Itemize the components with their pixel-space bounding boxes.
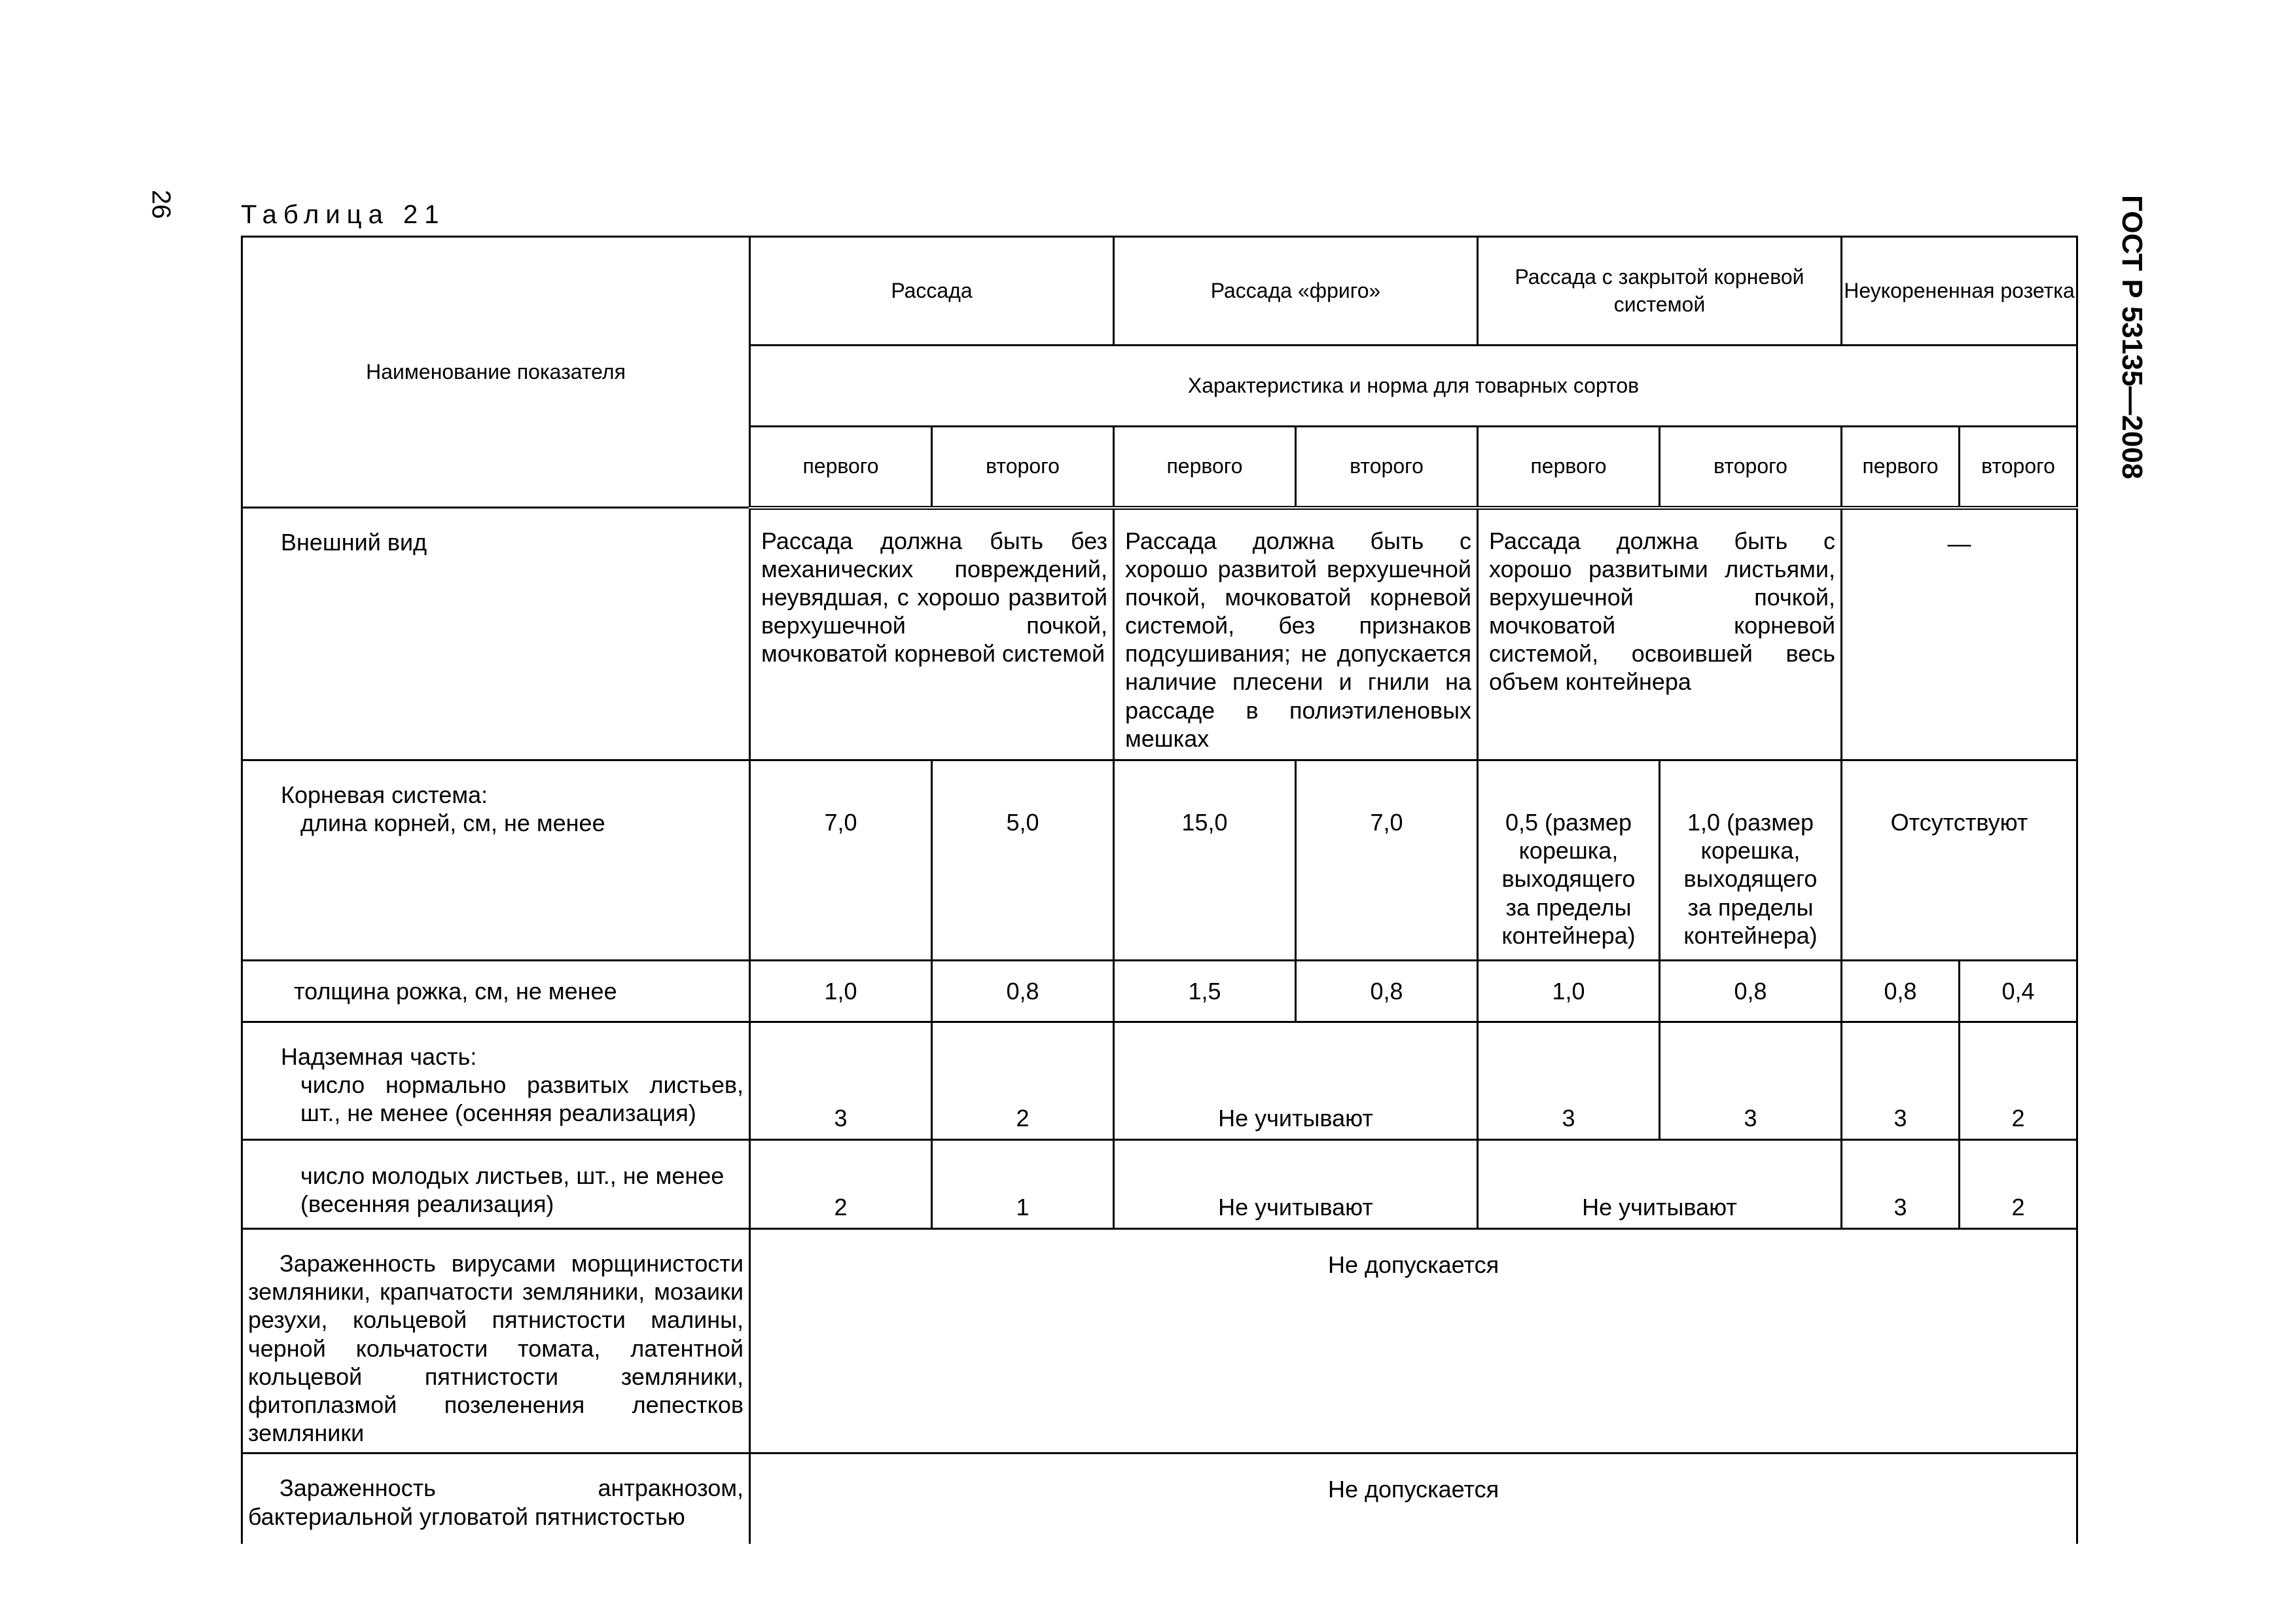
table-row: [242, 1140, 2077, 1229]
document-code: ГОСТ Р 53135—2008: [2116, 195, 2148, 480]
header-closed-root: Рассада с закрытой корневой системой: [1478, 237, 1842, 346]
row-subname: длина корней, см, не менее: [300, 810, 605, 837]
table-row: [242, 1022, 2077, 1140]
cell-value: 0,8: [1660, 961, 1842, 1022]
table-row: [242, 1454, 2077, 1544]
table-row: [242, 508, 2077, 760]
cell-value: 1,0: [1478, 961, 1660, 1022]
cell-value: 2: [750, 1140, 932, 1229]
cell-value: Не допускается: [750, 1454, 2077, 1544]
cell-value: 0,8: [932, 961, 1114, 1022]
row-name: Корневая система:: [281, 781, 488, 808]
row-name: Зараженность антракнозом, бактериальной угловатой пятнистостью: [242, 1454, 750, 1544]
table-row: [242, 760, 2077, 961]
cell-value: 0,5 (размер корешка, выходящего за пределы контейнера): [1478, 760, 1660, 961]
grade-first: первого: [1478, 427, 1660, 508]
row-name: Зараженность вирусами морщинистости земляники, крапчатости земляники, мозаики резухи, кольцевой пятнистости малины, черной кольчатости томата, латентной кольцевой пятнистости земляники, фитоплазмой позеленения лепестков земляники: [242, 1229, 750, 1454]
header-rosette: Неукорененная розетка: [1842, 237, 2077, 346]
table-caption: Таблица 21: [241, 200, 446, 229]
grade-first: первого: [1842, 427, 1960, 508]
cell-value: 7,0: [750, 760, 932, 961]
table-row: [242, 1229, 2077, 1454]
header-norm: Характеристика и норма для товарных сортов: [750, 346, 2077, 427]
row-name: Внешний вид: [281, 529, 427, 556]
cell-text: Рассада должна быть с хорошо развитыми листьями, верхушечной почкой, мочковатой корневой системой, освоившей весь объем контейнера: [1478, 508, 1842, 760]
cell-value: 3: [1478, 1022, 1660, 1140]
grade-second: второго: [1296, 427, 1478, 508]
row-name: Надземная часть:: [281, 1043, 477, 1070]
row-name: число молодых листьев, шт., не менее (весенняя реализация): [300, 1162, 725, 1218]
cell-text: Рассада должна быть без механических повреждений, неувядшая, с хорошо развитой верхушечной почкой, мочковатой корневой системой: [750, 508, 1114, 760]
grade-first: первого: [1114, 427, 1296, 508]
cell-value: 1,0 (размер корешка, выходящего за пределы контейнера): [1660, 760, 1842, 961]
cell-value: Не учитывают: [1114, 1140, 1478, 1229]
cell-value: 15,0: [1114, 760, 1296, 961]
cell-value: Не допускается: [750, 1229, 2077, 1454]
grade-second: второго: [932, 427, 1114, 508]
cell-value: 3: [1660, 1022, 1842, 1140]
cell-value: 0,8: [1842, 961, 1960, 1022]
cell-value: Не учитывают: [1114, 1022, 1478, 1140]
cell-value: 0,8: [1296, 961, 1478, 1022]
grade-second: второго: [1660, 427, 1842, 508]
cell-value: 2: [1960, 1022, 2077, 1140]
indicator-table: [241, 236, 2078, 1544]
cell-value: 7,0: [1296, 760, 1478, 961]
grade-second: второго: [1960, 427, 2077, 508]
cell-value: 3: [1842, 1140, 1960, 1229]
cell-value: 0,4: [1960, 961, 2077, 1022]
cell-value: 1: [932, 1140, 1114, 1229]
cell-dash: —: [1842, 508, 2077, 760]
cell-value: 2: [932, 1022, 1114, 1140]
table-row: [242, 961, 2077, 1022]
header-indicator: Наименование показателя: [242, 237, 750, 508]
cell-value: 1,5: [1114, 961, 1296, 1022]
cell-value: 5,0: [932, 760, 1114, 961]
cell-value: 1,0: [750, 961, 932, 1022]
cell-value: Не учитывают: [1478, 1140, 1842, 1229]
header-frigo: Рассада «фриго»: [1114, 237, 1478, 346]
header-rassada: Рассада: [750, 237, 1114, 346]
grade-first: первого: [750, 427, 932, 508]
cell-value: 3: [1842, 1022, 1960, 1140]
row-name: толщина рожка, см, не менее: [294, 977, 617, 1005]
cell-value: 2: [1960, 1140, 2077, 1229]
cell-text: Рассада должна быть с хорошо развитой верхушечной почкой, мочковатой корневой системой, без признаков подсушивания; не допускается наличие плесени и гнили на рассаде в полиэтиленовых мешках: [1114, 508, 1478, 760]
row-subname: число нормально развитых листьев, шт., не менее (осенняя реализация): [300, 1071, 744, 1127]
cell-value: Отсутствуют: [1842, 760, 2077, 961]
page-number: 26: [147, 190, 175, 219]
cell-value: 3: [750, 1022, 932, 1140]
